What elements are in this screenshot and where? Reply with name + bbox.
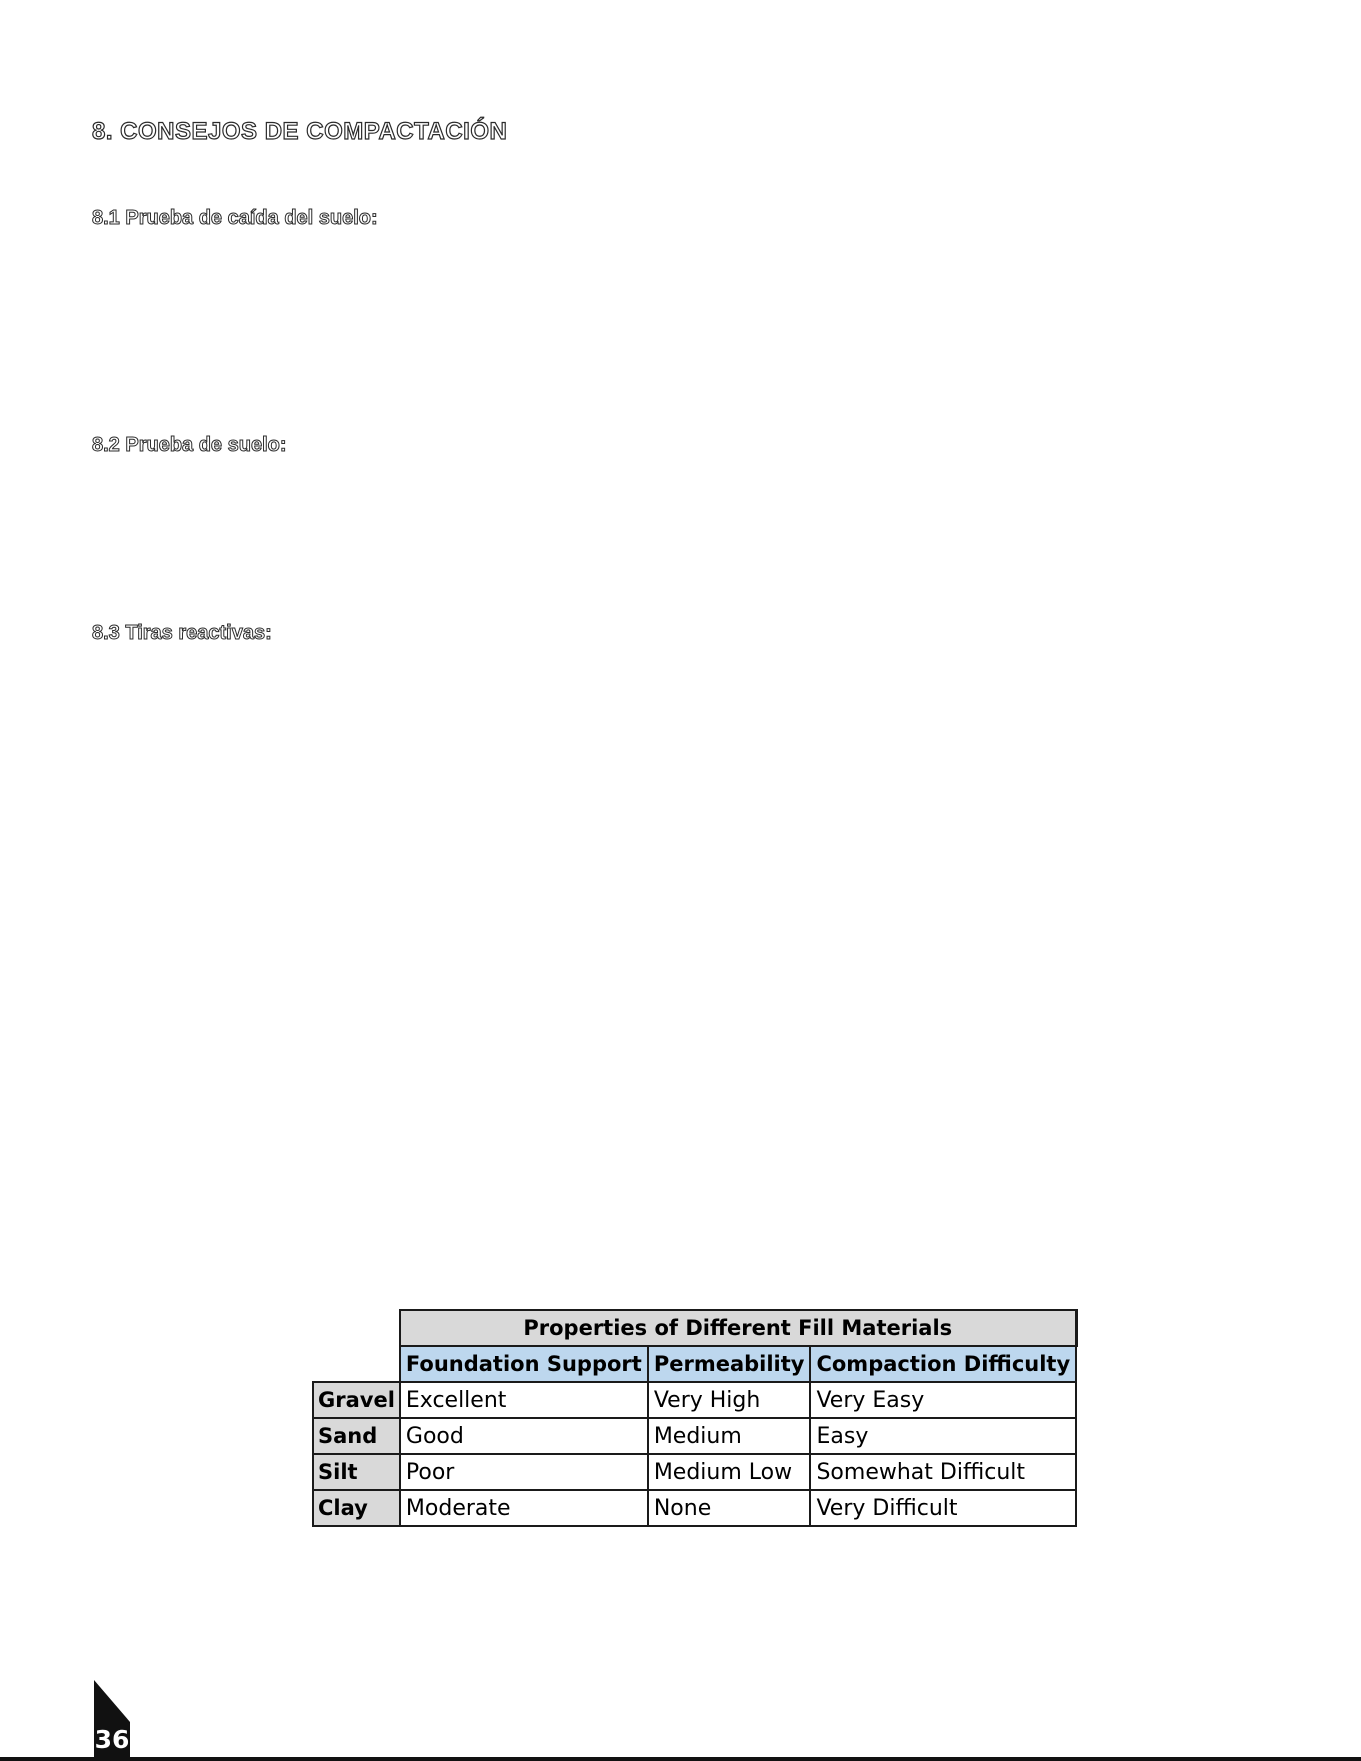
row-header-material: Gravel (313, 1382, 400, 1418)
table-cell-permeability: Very High (648, 1382, 811, 1418)
column-header-permeability: Permeability (648, 1346, 811, 1382)
section-heading-drop-test: 8.1 Prueba de caída del suelo: (92, 207, 378, 229)
section-heading-test-strips: 8.3 Tiras reactivas: (92, 622, 272, 644)
table-cell-foundation: Excellent (400, 1382, 648, 1418)
table-row (313, 1382, 1076, 1418)
table-title-row (313, 1310, 1076, 1346)
row-header-material: Sand (313, 1418, 400, 1454)
table-row (313, 1418, 1076, 1454)
table-cell-permeability: Medium (648, 1418, 811, 1454)
table-row (313, 1490, 1076, 1526)
table-cell-permeability: Medium Low (648, 1454, 811, 1490)
table-cell-foundation: Good (400, 1418, 648, 1454)
table-title: Properties of Different Fill Materials (400, 1310, 1076, 1346)
table-cell-foundation: Poor (400, 1454, 648, 1490)
table-cell-compaction: Somewhat Difficult (810, 1454, 1076, 1490)
bottom-rule (0, 1757, 1361, 1761)
table-header-row (313, 1346, 1076, 1382)
table-cell-permeability: None (648, 1490, 811, 1526)
page-number: 36 (94, 1725, 130, 1754)
page-title: 8. CONSEJOS DE COMPACTACIÓN (92, 118, 508, 145)
column-header-foundation: Foundation Support (400, 1346, 648, 1382)
fill-materials-table (312, 1309, 1078, 1527)
table-cell-compaction: Very Easy (810, 1382, 1076, 1418)
table-cell-compaction: Very Difficult (810, 1490, 1076, 1526)
table-corner-blank (313, 1346, 400, 1382)
table-corner-blank (313, 1310, 400, 1346)
table-cell-compaction: Easy (810, 1418, 1076, 1454)
table-cell-foundation: Moderate (400, 1490, 648, 1526)
section-heading-soil-test: 8.2 Prueba de suelo: (92, 434, 287, 456)
column-header-compaction: Compaction Difficulty (810, 1346, 1076, 1382)
row-header-material: Clay (313, 1490, 400, 1526)
table-row (313, 1454, 1076, 1490)
row-header-material: Silt (313, 1454, 400, 1490)
